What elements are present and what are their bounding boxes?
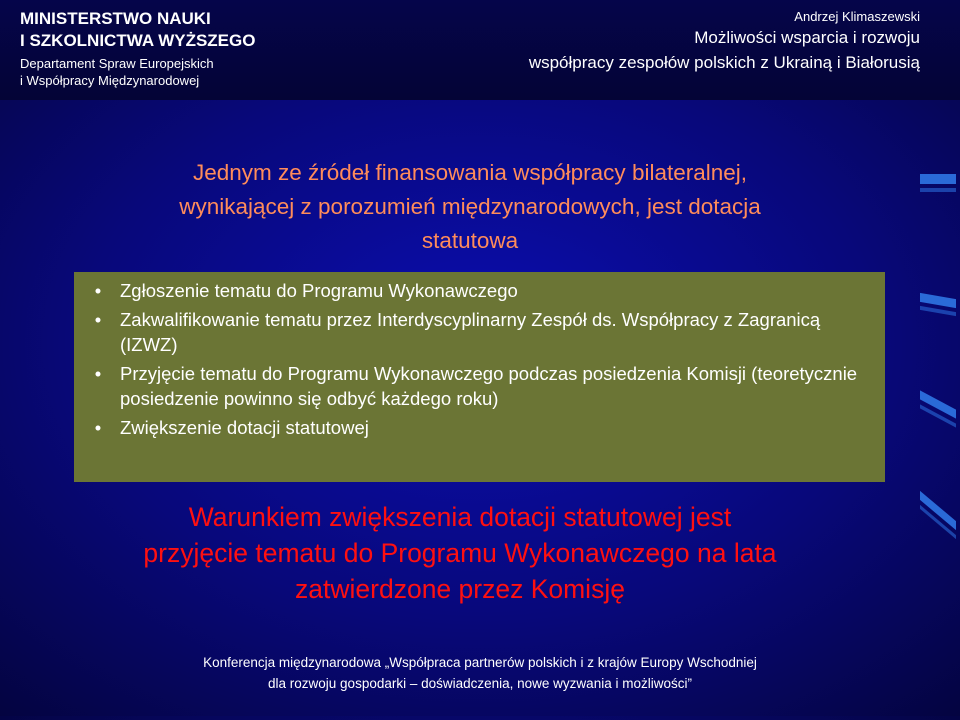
list-item bbox=[88, 307, 865, 357]
heading-line3: statutowa bbox=[421, 228, 519, 253]
list-item bbox=[88, 361, 865, 411]
list-item-text: Zakwalifikowanie tematu przez Interdyscyplinarny Zespół ds. Współpracy z Zagranicą (IZWZ) bbox=[120, 309, 821, 355]
ministry-name-line1: MINISTERSTWO NAUKI bbox=[20, 9, 211, 28]
list-item-text: Zwiększenie dotacji statutowej bbox=[120, 417, 369, 438]
steps-box bbox=[74, 272, 885, 482]
bullet-icon: • bbox=[94, 280, 102, 301]
stripe-decoration bbox=[920, 188, 956, 192]
slide-header bbox=[0, 0, 960, 100]
presentation-topic-line2: współpracy zespołów polskich z Ukrainą i Białorusią bbox=[528, 53, 920, 72]
conclusion-text bbox=[40, 499, 880, 607]
list-item bbox=[88, 278, 865, 303]
list-item-text: Zgłoszenie tematu do Programu Wykonawczego bbox=[120, 280, 518, 301]
slide-heading bbox=[90, 156, 850, 258]
steps-list bbox=[88, 278, 865, 440]
ministry-name-line2: I SZKOLNICTWA WYŻSZEGO bbox=[20, 31, 256, 50]
conclusion-line2: przyjęcie tematu do Programu Wykonawczego na lata bbox=[143, 538, 777, 568]
conclusion-line3: zatwierdzone przez Komisję bbox=[295, 574, 625, 604]
bullet-icon: • bbox=[94, 309, 102, 330]
bullet-icon: • bbox=[94, 417, 102, 438]
department-line1: Departament Spraw Europejskich bbox=[20, 56, 214, 71]
slide-footer bbox=[0, 652, 960, 694]
footer-line1: Konferencja międzynarodowa „Współpraca partnerów polskich i z krajów Europy Wschodniej bbox=[203, 655, 757, 670]
bullet-icon: • bbox=[94, 363, 102, 384]
heading-line1: Jednym ze źródeł finansowania współpracy bilateralnej, bbox=[192, 160, 748, 185]
ministry-block bbox=[20, 8, 255, 89]
presentation-info bbox=[529, 8, 920, 75]
decorative-stripes bbox=[920, 100, 960, 720]
footer-line2: dla rozwoju gospodarki – doświadczenia, nowe wyzwania i możliwości” bbox=[268, 676, 692, 691]
heading-line2: wynikającej z porozumień międzynarodowych, jest dotacja bbox=[179, 194, 761, 219]
department-line2: i Współpracy Międzynarodowej bbox=[20, 73, 200, 88]
presentation-topic-line1: Możliwości wsparcia i rozwoju bbox=[694, 28, 920, 47]
stripe-decoration bbox=[920, 174, 956, 184]
author-name: Andrzej Klimaszewski bbox=[794, 9, 920, 24]
conclusion-line1: Warunkiem zwiększenia dotacji statutowej jest bbox=[188, 502, 732, 532]
list-item bbox=[88, 415, 865, 440]
list-item-text: Przyjęcie tematu do Programu Wykonawczego podczas posiedzenia Komisji (teoretycznie posiedzenie powinno się odbyć każdego roku) bbox=[120, 363, 858, 409]
